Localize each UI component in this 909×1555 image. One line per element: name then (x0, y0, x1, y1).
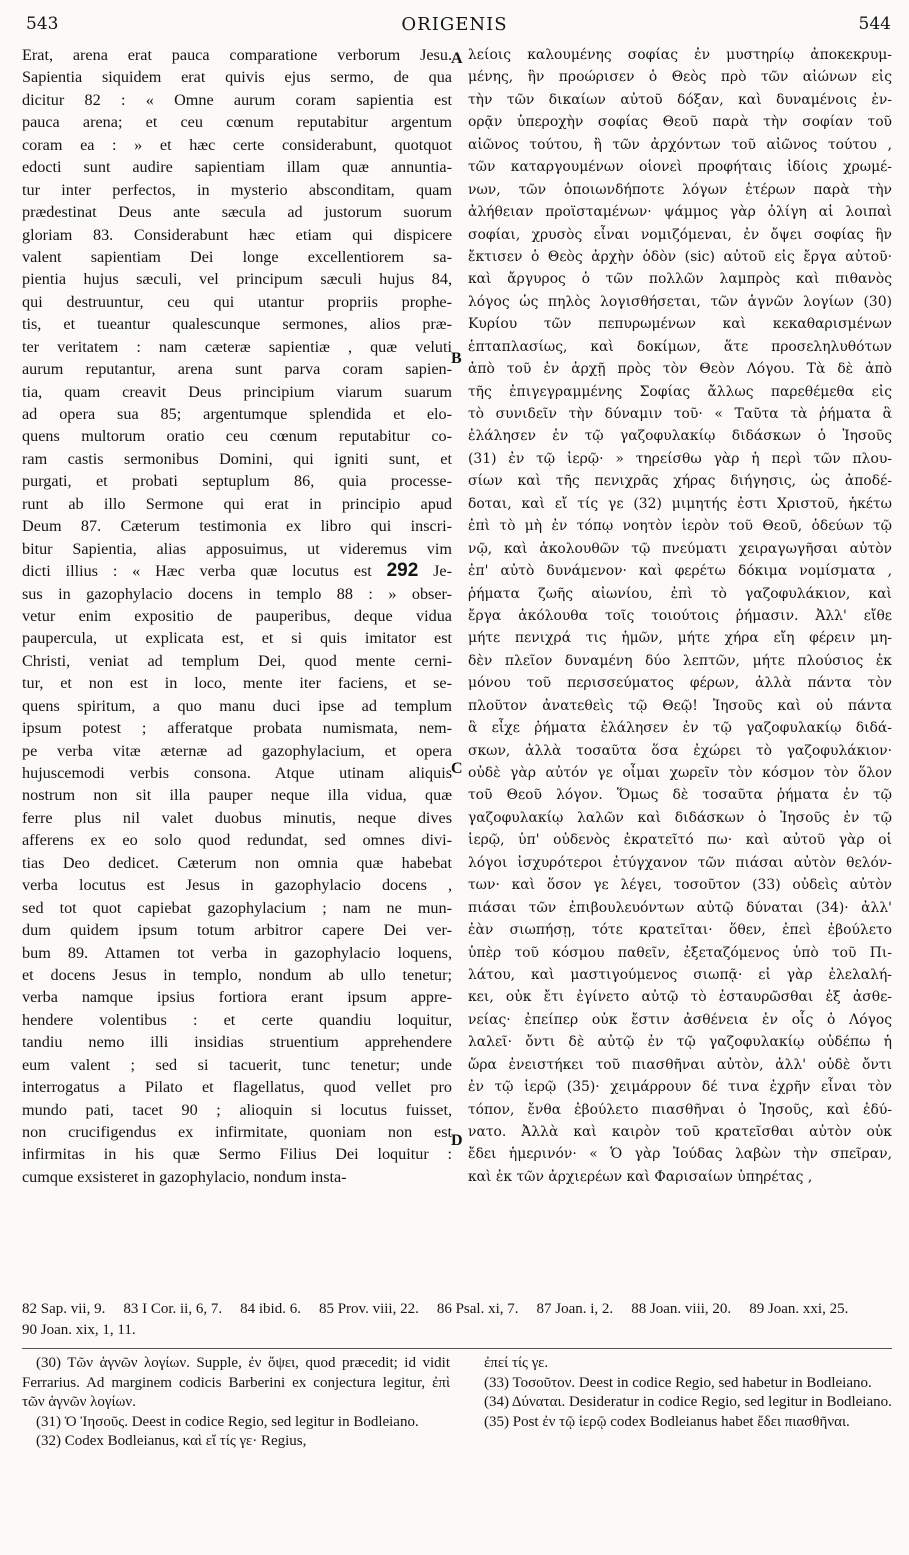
line-text: Κυρίου τῶν πεπυρωμένων καὶ κεκαθαρισμένων (468, 316, 892, 333)
text-line (468, 942, 892, 964)
scripture-reference: 85 Prov. viii, 22. (318, 1301, 419, 1317)
line-text: ἑπταπλασίως, καὶ δοκίμων, ἅτε προσεληλυθότων (468, 338, 892, 355)
footnote: (33) Τοσοῦτον. Deest in codice Regio, sed habetur in Bodleiano. (484, 1374, 872, 1391)
text-line (468, 1121, 892, 1143)
text-line (22, 66, 452, 88)
line-text: tur, et non est in loco, mente iter faciens, et se- (22, 674, 452, 693)
line-text: ἃ εἶχε ῥήματα ἐλάλησεν ἐν τῷ γαζοφυλακίῳ διδά- (468, 720, 892, 737)
text-line (22, 560, 452, 582)
line-text: pientia hujus sæculi, vel principum sæculi hujus 84, (22, 270, 452, 289)
line-text: sus in gazophylacio docens in templo 88 : » obser- (22, 584, 452, 603)
line-text: καὶ ἄργυρος ὁ τῶν πολλῶν λαμπρὸς καὶ πιθανὸς (468, 271, 892, 288)
text-line (468, 919, 892, 941)
line-text: valent sapientiam Dei longe excellentiorem sa- (22, 247, 452, 266)
text-line (468, 268, 892, 290)
section-marker-c: C (451, 760, 463, 777)
text-line (22, 1054, 452, 1076)
line-text: vetur enim expositio de pauperibus, deque vidua (22, 606, 452, 625)
line-text: τὸ συνιδεῖν τὴν δύναμιν τοῦ· « Ταῦτα τὰ ῥήματα ἃ (468, 406, 892, 422)
line-text: των· καὶ ὅσον γε λέγει, τοσοῦτον (33) οὐδεὶς αὐτὸν (468, 877, 892, 894)
line-text: tia, quam creavit Deus principium viarum suarum (22, 382, 452, 401)
scripture-reference: 86 Psal. xi, 7. (436, 1301, 519, 1317)
line-text: aurum reputantur, arena sunt parva coram sapien- (22, 360, 452, 379)
page-number-right: 544 (858, 14, 891, 34)
footnote: (34) Δύναται. Desideratur in codice Regio, sed legitur in Bodleiano. (484, 1394, 892, 1410)
line-text: afferens ex eo solo quod redundat, sed omnes divi- (22, 831, 452, 850)
line-text: τῶν καταργουμένων οἱονεὶ προφήταις ἰδίοις χρωμέ- (468, 159, 892, 176)
line-text: paupercula, ut explicata est, et si quis imitator est (22, 629, 452, 648)
text-line (22, 358, 452, 380)
text-line (468, 1009, 892, 1031)
line-text: μόνου τοῦ περισσεύματος φέρων, ἀλλὰ πάντα τὸν (468, 675, 892, 692)
text-line (468, 1099, 892, 1121)
text-line (468, 448, 892, 470)
line-text: ορᾷν ὑπεροχὴν σοφίας Θεοῦ παρὰ τὴν σοφίαν τοῦ (468, 114, 892, 131)
text-line (22, 650, 452, 672)
line-text: δοται, καὶ εἴ τίς γε (32) μιμητής ἐστι Χριστοῦ, ἡκέτω (468, 495, 892, 512)
text-line (22, 1076, 452, 1098)
text-line (22, 403, 452, 425)
text-line (468, 762, 892, 784)
line-text: dicitur 82 : « Omne aurum coram sapientia est (22, 90, 452, 109)
line-text: νατο. Ἀλλὰ καὶ καιρὸν τοῦ κρατεῖσθαι αὐτὸν οὐκ (468, 1124, 892, 1140)
text-line (22, 627, 452, 649)
text-line (468, 358, 892, 380)
line-text: bum 89. Attamen tot verba in gazophylacio loquens, (22, 943, 452, 962)
line-text: (31) ἐν τῷ ἱερῷ· » τηρείσθω γὰρ ἡ περὶ τῶν πλου- (468, 450, 892, 467)
line-text: ἐν τῷ ἱερῷ (35)· χειμάρρουν δέ τινα ἐχρῆν εἶναι τὸν (468, 1079, 892, 1096)
footnote: (35) Post ἐν τῷ ἱερῷ codex Bodleianus habet ἔδει πιασθῆναι. (484, 1413, 850, 1430)
text-line (22, 291, 452, 313)
text-line (468, 425, 892, 447)
text-line (22, 1166, 452, 1188)
line-text: μήτε πενιχρά τις ἡμῶν, μήτε χήρα εἴη φέρειν μη- (468, 630, 892, 647)
scripture-reference: 90 Joan. xix, 1, 11. (22, 1322, 136, 1338)
line-text: κει, οὐκ ἔτι ἐγίνετο αὐτῷ τὸ ἐσταυρῶσθαι ἐξ ἀσθε- (468, 989, 892, 1006)
text-line (22, 111, 452, 133)
text-line (22, 44, 452, 66)
text-line (22, 470, 452, 492)
text-line (22, 1121, 452, 1143)
text-line (22, 784, 452, 806)
text-line (22, 224, 452, 246)
text-line (22, 897, 452, 919)
text-line (22, 807, 452, 829)
text-line (468, 986, 892, 1008)
section-marker-d: D (451, 1132, 463, 1149)
line-text: λαλεῖ· ὄντι δὲ αὐτῷ ἐν τῷ γαζοφυλακίῳ οὐδέπω ἡ (468, 1034, 892, 1051)
line-text: quens spiritum, a quo manu duci ipse ad templum (22, 696, 452, 715)
text-line (22, 179, 452, 201)
line-text: tis, et tueantur qualescunque sermones, alios præ- (22, 315, 452, 334)
line-text: purgati, et probati septuplum 86, quia processe- (22, 472, 452, 491)
text-line (468, 381, 892, 403)
scripture-reference: 88 Joan. viii, 20. (631, 1301, 732, 1317)
line-text: νείας· ἐπείπερ οὐκ ἔστιν ἀσθένεια ἐν οἷς ὁ Λόγος (468, 1011, 892, 1028)
text-line (468, 111, 892, 133)
line-text: Deum 87. Cæterum testimonia ex libro qui inscri- (22, 517, 452, 536)
text-line (468, 560, 892, 582)
line-text: νῷ, καὶ ἀκολουθῶν τῷ πνεύματι χειραγωγῆσαι αὐτὸν (468, 540, 892, 557)
text-line (22, 515, 452, 537)
footnote: (30) Τῶν ἁγνῶν λογίων. Supple, ἐν ὄψει, quod præcedit; id vidit Ferrarius. Ad marginem codicis Barberini ex conjectura legitur, ἐπὶ τῶν ἁγνῶν λογίων. (22, 1355, 450, 1410)
text-line (22, 493, 452, 515)
line-text: ipsum potest ; afferatque probata numismata, nem- (22, 719, 452, 738)
text-line (22, 538, 452, 560)
text-line (468, 403, 892, 425)
line-text: σοφίαι, χρυσὸς εἶναι νομιζόμεναι, ἐν ὄψει σοφίας ἣν (468, 226, 892, 243)
text-line (22, 695, 452, 717)
text-line (468, 179, 892, 201)
text-line (468, 246, 892, 268)
text-line (22, 762, 452, 784)
line-text: hendere volentibus : et certe quandiu loquitur, (22, 1010, 452, 1029)
text-line (22, 605, 452, 627)
text-line (468, 1166, 892, 1188)
line-text: ad opera sua 85; argentumque splendida et elo- (22, 405, 452, 423)
line-text: ἐὰν σιωπήσῃ, τότε κρατεῖται· ὅθεν, ἐπεὶ ἐβούλετο (468, 922, 892, 939)
text-line (468, 605, 892, 627)
text-line (468, 1031, 892, 1053)
line-text: pe verba vitæ æternæ ad gazophylacium, et opera (22, 741, 452, 760)
text-line (22, 336, 452, 358)
line-text: eum valent ; sed si tacuerit, tunc tenetur; unde (22, 1055, 452, 1074)
text-line (468, 740, 892, 762)
column-number: 292 (386, 560, 419, 582)
text-line (22, 1143, 452, 1165)
line-text: ἱερῷ, ὑπ' οὐδενὸς ἐκρατεῖτό πω· καὶ αὐτοῦ γὰρ οἱ (468, 832, 892, 849)
line-text: σκων, ἀλλὰ τοσαῦτα ὅσα ἐχώρει τὸ γαζοφυλάκιον· (468, 742, 892, 759)
line-text: τοῦ Θεοῦ λόγον. Ὅμως δὲ τοσαῦτα ῥήματα ἐν τῷ (468, 787, 892, 804)
text-line (22, 583, 452, 605)
text-line (22, 1009, 452, 1031)
footnotes-right (470, 1354, 892, 1432)
text-line (22, 717, 452, 739)
text-line (468, 66, 892, 88)
line-text: νων, τῶν ὁποιωνδήποτε λόγων ἑτέρων παρὰ τὴν (468, 181, 892, 198)
greek-column (468, 44, 892, 1188)
line-text: mundo pati, tacet 90 ; alioquin si locutus fuisset, (22, 1100, 452, 1119)
line-text: tur inter perfectos, in mysterio absconditam, quam (22, 180, 452, 199)
line-text: dicti illius : « Hæc verba quæ locutus est (22, 562, 387, 581)
footnote: ἐπεί τίς γε. (484, 1355, 549, 1371)
line-text-tail: Je- (418, 562, 452, 581)
line-text: Christi, veniat ad templum Dei, quod mente cerni- (22, 651, 452, 670)
text-line (468, 627, 892, 649)
text-line (468, 156, 892, 178)
line-text: λάτου, καὶ μαστιγούμενος σιωπᾷ· εἰ γὰρ ἐλελαλή- (468, 966, 892, 983)
line-text: πλοῦτον ἀνατεθεὶς τῷ Θεῷ! Ἰησοῦς καὶ οὐ πάντα (468, 697, 892, 714)
text-line (22, 201, 452, 223)
text-line (468, 44, 892, 66)
line-text: τόπον, ἔνθα ἐβούλετο πιασθῆναι ὁ Ἰησοῦς, καὶ ἐδύ- (468, 1101, 892, 1118)
page-number-left: 543 (26, 14, 59, 34)
line-text: πιάσαι τῶν ἐπιβουλευόντων αὐτῷ δύναται (34)· ἀλλ' (468, 899, 892, 916)
text-line (22, 964, 452, 986)
line-text: σίων καὶ τῆς πενιχρᾶς χήρας διήγησις, ὡς ἀποδέ- (468, 473, 892, 490)
line-text: quens multorum oratio ceu cœnum reputabitur co- (22, 427, 452, 446)
footnote: (31) Ὁ Ἰησοῦς. Deest in codice Regio, sed legitur in Bodleiano. (36, 1413, 419, 1430)
text-line (468, 829, 892, 851)
text-line (22, 919, 452, 941)
line-text: bitur Sapientia, alias apposuimus, ut videremus vim (22, 539, 452, 558)
text-line (468, 313, 892, 335)
line-text: τὴν τῶν δικαίων αὐτοῦ δόξαν, καὶ δυναμένοις ἐν- (468, 91, 892, 108)
line-text: ἔργα ἀκόλουθα τοῖς τοιούτοις ῥήμασιν. Ἀλλ' εἴθε (468, 607, 892, 624)
section-marker-b: B (451, 350, 462, 367)
line-text: ὑπὲρ τοῦ κόσμου παθεῖν, ἐξεταζόμενος ὑπὸ τοῦ Πι- (468, 944, 892, 961)
running-title: ORIGENIS (401, 14, 508, 35)
line-text: οὐδὲ γὰρ αὐτόν γε οἶμαι χωρεῖν τὸν κόσμον τὸν ὅλον (468, 765, 892, 781)
text-line (468, 807, 892, 829)
text-line (468, 493, 892, 515)
text-line (22, 672, 452, 694)
section-marker-a: A (451, 50, 463, 67)
footnotes-left (22, 1354, 450, 1452)
text-line (22, 1031, 452, 1053)
line-text: λόγος ὡς πηλὸς λογισθήσεται, τῶν ἁγνῶν λογίων (30) (468, 293, 892, 310)
text-line (468, 650, 892, 672)
line-text: δὲν πλεῖον δυναμένη δύο λεπτῶν, μήτε πλούσιος ἐκ (468, 652, 892, 669)
line-text: ter veritatem : nam cæteræ sapientiæ , quæ veluti (22, 337, 452, 356)
text-line (468, 134, 892, 156)
line-text: interrogatus a Pilato et flagellatus, quod vellet pro (22, 1078, 452, 1097)
scripture-reference: 83 I Cor. ii, 6, 7. (123, 1301, 223, 1317)
text-line (468, 201, 892, 223)
line-text: sed tot quot capiebat gazophylacium ; nam ne mun- (22, 898, 452, 917)
line-text: ἐλάλησεν ἐν τῷ γαζοφυλακίῳ διδάσκων ὁ Ἰησοῦς (468, 428, 892, 445)
line-text: ἀπὸ τοῦ ἐν ἀρχῇ πρὸς τὸν Θεὸν Λόγου. Τὰ δὲ ἀπὸ (468, 361, 892, 378)
line-text: ὥρα ἐνειστήκει τοῦ πιασθῆναι αὐτὸν, ἀλλ' οὐδὲ ὄντι (468, 1056, 892, 1073)
line-text: ram castis sermonibus Domini, qui igniti sunt, et (22, 449, 452, 468)
line-text: infirmitas in his quæ Sermo Filius Dei loquitur : (22, 1145, 452, 1164)
text-line (468, 336, 892, 358)
line-text: prædestinat Deus ante sæcula ad justorum suorum (22, 203, 452, 222)
text-line (468, 897, 892, 919)
line-text: cumque exsisteret in gazophylacio, nondum insta- (22, 1167, 347, 1186)
line-text: tias Deo dedicet. Cæterum non omnia quæ habebat (22, 853, 452, 872)
scripture-reference: 87 Joan. i, 2. (536, 1301, 614, 1317)
text-line (22, 89, 452, 111)
line-text: λόγοι ἰσχυρότεροι ἐτύγχανον τῶν πιάσαι αὐτὸν θελόν- (468, 854, 892, 871)
latin-column (22, 44, 452, 1188)
text-line (468, 695, 892, 717)
line-text: Erat, arena erat pauca comparatione verborum Jesu. (22, 46, 452, 64)
scripture-reference: 82 Sap. vii, 9. (22, 1301, 106, 1317)
line-text: coram ea : » et hæc certe considerabunt, quotquot (22, 135, 452, 154)
text-line (468, 583, 892, 605)
text-line (22, 448, 452, 470)
text-line (468, 1076, 892, 1098)
text-line (22, 1099, 452, 1121)
line-text: ἐπὶ τὸ μὴ ἐν τόπῳ νοητὸν ἱερὸν τοῦ Θεοῦ, ὁδεύων τῷ (468, 518, 892, 535)
scripture-reference: 84 ibid. 6. (240, 1301, 301, 1317)
scripture-reference: 89 Joan. xxi, 25. (749, 1301, 849, 1317)
line-text: runt ab illo Sermone qui erat in principio apud (22, 494, 452, 513)
text-line (468, 1143, 892, 1165)
line-text: pauca arena; et ceu cœnum reputabitur argentum (22, 113, 452, 132)
line-text: ἐπ' αὐτὸ δυνάμενον· καὶ φερέτω δόκιμα νομίσματα , (468, 563, 892, 580)
text-line (468, 717, 892, 739)
line-text: dum quidem ipsum totum arbitror capere Dei ver- (22, 921, 452, 940)
text-line (468, 291, 892, 313)
line-text: qui destruuntur, ceu qui utantur propriis prophe- (22, 292, 452, 311)
text-line (22, 740, 452, 762)
text-line (468, 784, 892, 806)
text-line (468, 672, 892, 694)
page-header (0, 8, 909, 42)
text-line (22, 246, 452, 268)
line-text: edocti sunt audire sapientiam illam quæ annuntia- (22, 158, 452, 177)
text-line (22, 852, 452, 874)
line-text: τῆς ἐπιγεγραμμένης Σοφίας ἄλλως παρεθέμεθα εἰς (468, 383, 892, 400)
text-line (468, 964, 892, 986)
line-text: μένης, ἣν προώρισεν ὁ Θεὸς πρὸ τῶν αἰώνων εἰς (468, 69, 892, 86)
text-line (468, 224, 892, 246)
line-text: ἔκτισεν ὁ Θεὸς ἀρχὴν ὁδὸν (sic) αὐτοῦ εἰς ἔργα αὐτοῦ· (468, 248, 892, 265)
text-line (468, 852, 892, 874)
text-line (22, 425, 452, 447)
text-line (22, 986, 452, 1008)
line-text: ῥήματα ζωῆς αἰωνίου, ἐπὶ τὸ γαζοφυλάκιον, καὶ (468, 585, 892, 602)
footnote: (32) Codex Bodleianus, καὶ εἴ τίς γε· Regius, (36, 1433, 307, 1449)
text-line (22, 829, 452, 851)
line-text: hujuscemodi verbis consona. Atque utinam aliquis (22, 764, 452, 782)
line-text: λείοις καλουμένης σοφίας ἐν μυστηρίῳ ἀποκεκρυμ- (468, 47, 892, 63)
text-line (468, 515, 892, 537)
line-text: Sapientia siquidem erat quivis ejus sermo, de qua (22, 68, 452, 87)
line-text: non crucifigendus ex infirmitate, quoniam non est (22, 1123, 452, 1141)
text-line (22, 874, 452, 896)
line-text: tandiu nemo illi insidias struentium apprehendere (22, 1033, 452, 1052)
text-line (22, 313, 452, 335)
line-text: gloriam 83. Considerabunt hæc etiam qui dispicere (22, 225, 452, 244)
text-line (22, 134, 452, 156)
line-text: καὶ ἐκ τῶν ἀρχιερέων καὶ Φαρισαίων ὑπηρέτας , (468, 1168, 813, 1185)
text-line (468, 874, 892, 896)
text-line (22, 268, 452, 290)
line-text: ἔδει ἡμερινόν· « Ὁ γὰρ Ἰούδας λαβὼν τὴν σπεῖραν, (468, 1146, 892, 1163)
text-line (468, 538, 892, 560)
text-line (468, 1054, 892, 1076)
text-line (468, 89, 892, 111)
line-text: ἀλήθειαν προϊσταμένων· ψάμμος γὰρ ὀλίγη αἱ λοιπαὶ (468, 204, 892, 221)
text-line (22, 942, 452, 964)
line-text: γαζοφυλακίῳ λαλῶν καὶ διδάσκων ὁ Ἰησοῦς ἐν τῷ (468, 809, 892, 826)
footnote-divider (22, 1348, 892, 1349)
text-line (22, 156, 452, 178)
text-line (22, 381, 452, 403)
scripture-references (22, 1299, 892, 1341)
text-line (468, 470, 892, 492)
line-text: verba namque ipsius fortiora erant ipsum appre- (22, 988, 452, 1007)
line-text: et docens Jesus in templo, nondum ab ullo tenetur; (22, 965, 452, 984)
line-text: ferre plus nil valet duobus minutis, neque dives (22, 808, 452, 827)
line-text: nostrum non sit illa pauper neque illa vidua, quæ (22, 786, 452, 805)
line-text: verba locutus est Jesus in gazophylacio docens , (22, 876, 452, 895)
line-text: αἰῶνος τούτου, ἢ τῶν ἀρχόντων τοῦ αἰῶνος τούτου , (468, 136, 892, 153)
